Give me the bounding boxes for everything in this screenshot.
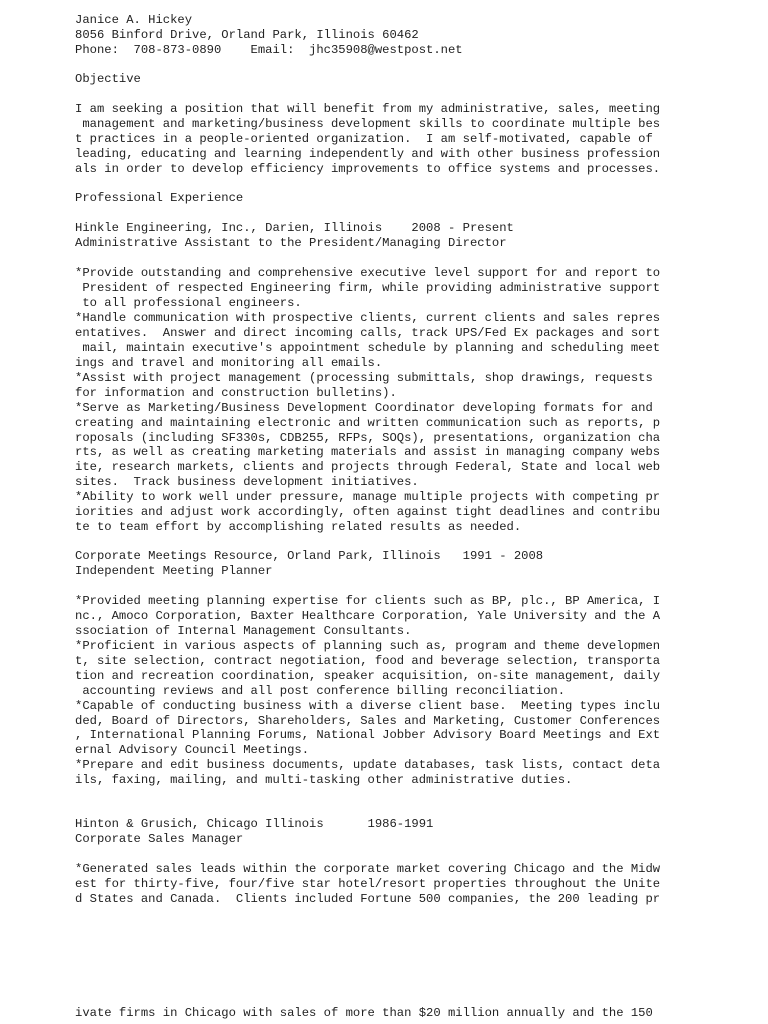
job-detail-line: *Serve as Marketing/Business Development Coordinator developing formats for and [75,401,653,415]
contact-name: Janice A. Hickey [75,13,193,27]
job-detail-line: ssociation of Internal Management Consultants. [75,624,412,638]
job-detail-line: sites. Track business development initiatives. [75,475,419,489]
job-detail-line: *Ability to work well under pressure, manage multiple projects with competing pr [75,490,661,504]
job-detail-line: *Handle communication with prospective clients, current clients and sales repres [75,311,661,325]
job-employer: Hinton & Grusich, Chicago Illinois 1986-1991 [75,817,434,831]
job-detail-line: *Prepare and edit business documents, update databases, task lists, contact deta [75,758,661,772]
job-title: Administrative Assistant to the President/Managing Director [75,236,507,250]
job-detail-line: accounting reviews and all post conference billing reconciliation. [75,684,566,698]
contact-phone-email: Phone: 708-873-0890 Email: jhc35908@westpost.net [75,43,463,57]
job-detail-line: ded, Board of Directors, Shareholders, Sales and Marketing, Customer Conferences [75,714,661,728]
objective-line: t practices in a people-oriented organization. I am self-motivated, capable of [75,132,653,146]
job-detail-line: President of respected Engineering firm, while providing administrative support [75,281,661,295]
objective-heading: Objective [75,72,141,86]
experience-heading: Professional Experience [75,191,244,205]
objective-line: als in order to develop efficiency improvements to office systems and processes. [75,162,661,176]
job-detail-line: , International Planning Forums, National Jobber Advisory Board Meetings and Ext [75,728,661,742]
job-detail-line: entatives. Answer and direct incoming calls, track UPS/Fed Ex packages and sort [75,326,661,340]
job-detail-line: *Proficient in various aspects of planning such as, program and theme developmen [75,639,661,653]
job-title: Independent Meeting Planner [75,564,273,578]
job-detail-line: iorities and adjust work accordingly, often against tight deadlines and contribu [75,505,661,519]
job-title: Corporate Sales Manager [75,832,244,846]
job-employer: Hinkle Engineering, Inc., Darien, Illinois 2008 - Present [75,221,514,235]
job-detail-line: *Assist with project management (processing submittals, shop drawings, requests [75,371,653,385]
job-detail-line: *Capable of conducting business with a diverse client base. Meeting types inclu [75,699,661,713]
job-detail-line: ite, research markets, clients and projects through Federal, State and local web [75,460,661,474]
job-detail-line: *Provide outstanding and comprehensive executive level support for and report to [75,266,661,280]
job-detail-line: ings and travel and monitoring all emails. [75,356,383,370]
job-detail-line: to all professional engineers. [75,296,302,310]
objective-line: management and marketing/business development skills to coordinate multiple bes [75,117,661,131]
job-detail-line: ils, faxing, mailing, and multi-tasking other administrative duties. [75,773,573,787]
job-detail-line: ernal Advisory Council Meetings. [75,743,310,757]
objective-line: leading, educating and learning independently and with other business profession [75,147,661,161]
job-detail-line: *Provided meeting planning expertise for clients such as BP, plc., BP America, I [75,594,661,608]
job-detail-line: roposals (including SF330s, CDB255, RFPs, SOQs), presentations, organization cha [75,431,661,445]
job-detail-line: mail, maintain executive's appointment schedule by planning and scheduling meet [75,341,661,355]
job-detail-line: for information and construction bulletins). [75,386,397,400]
job-detail-line: nc., Amoco Corporation, Baxter Healthcare Corporation, Yale University and the A [75,609,661,623]
objective-line: I am seeking a position that will benefit from my administrative, sales, meeting [75,102,661,116]
contact-address: 8056 Binford Drive, Orland Park, Illinois 60462 [75,28,419,42]
job-detail-line: rts, as well as creating marketing materials and assist in managing company webs [75,445,661,459]
job-detail-line: tion and recreation coordination, speaker acquisition, on-site management, daily [75,669,661,683]
job-detail-line: t, site selection, contract negotiation, food and beverage selection, transporta [75,654,661,668]
job-employer: Corporate Meetings Resource, Orland Park, Illinois 1991 - 2008 [75,549,544,563]
job-detail-line: creating and maintaining electronic and written communication such as reports, p [75,416,661,430]
job-detail-line: d States and Canada. Clients included Fortune 500 companies, the 200 leading pr [75,892,661,906]
job-detail-line: te to team effort by accomplishing related results as needed. [75,520,522,534]
job-detail-line: est for thirty-five, four/five star hotel/resort properties throughout the Unite [75,877,661,891]
page-footer-line: ivate firms in Chicago with sales of more than $20 million annually and the 150 [75,1006,653,1020]
job-detail-line: *Generated sales leads within the corporate market covering Chicago and the Midw [75,862,661,876]
